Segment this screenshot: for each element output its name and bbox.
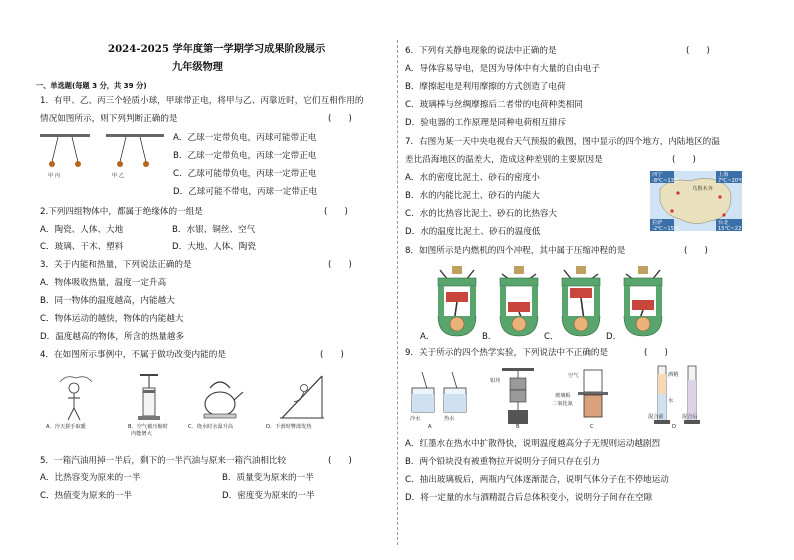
q5-stem: 5．一箱汽油用掉一半后，剩下的一半汽油与原来一箱汽油相比较 (40, 456, 287, 466)
q6-option-b: B．摩擦起电是利用摩擦的方式创造了电荷 (405, 82, 566, 92)
q5-option-d: D．密度变为原来的一半 (222, 491, 315, 501)
q7-option-a: A．水的密度比泥土、砂石的密度小 (405, 173, 540, 183)
q6-option-c: C．玻璃棒与丝绸摩擦后二者带的电荷种类相同 (405, 100, 583, 110)
q7-stem-line1: 7．右图为某一天中央电视台天气预报的截图，图中显示的四个地方，内陆地区的温 (405, 137, 720, 147)
q9-stem: 9．关于所示的四个热学实验，下列说法中不正确的是 (405, 348, 609, 358)
q1-option-b: B．乙球一定带负电，丙球一定带正电 (173, 151, 317, 161)
q6-option-d: D．验电器的工作原理是同种电荷相互排斥 (405, 118, 567, 128)
q9-fig-lead: 铅块 (490, 378, 501, 384)
q4-figure-d-slide (278, 370, 326, 422)
q8-engine-stroke-d (618, 266, 668, 338)
q7-map-shanghai-temp: 7℃~20℃ (718, 178, 744, 184)
q3-answer-paren: ( ) (328, 260, 352, 270)
q8-engine-stroke-c (556, 266, 606, 338)
q3-stem: 3．关于内能和热量，下列说法正确的是 (40, 260, 192, 270)
q5-option-c: C．热值变为原来的一半 (40, 491, 132, 501)
q9-option-d: D．将一定量的水与酒精混合后总体积变小，说明分子间存在空隙 (405, 493, 653, 503)
q4-caption-d: D．下滑时臀部发热 (266, 424, 312, 430)
q2-option-d: D．大地、人体、陶瓷 (172, 242, 256, 252)
q9-figure-b-lead-blocks (498, 368, 538, 428)
column-divider (397, 40, 398, 545)
q7-stem-line2: 差比沿海地区的温差大，造成这种差别的主要原因是 (405, 155, 603, 165)
q7-option-c: C．水的比热容比泥土、砂石的比热容大 (405, 209, 558, 219)
q3-option-b: B．同一物体的温度越高，内能越大 (40, 296, 175, 306)
q8-label-c: C． (544, 332, 559, 342)
q9-fig-label-c: C (590, 424, 594, 430)
q9-fig-label-d: D (672, 424, 676, 430)
section-heading: 一、单选题(每题 3 分，共 39 分) (36, 81, 147, 90)
q6-stem: 6．下列有关静电现象的说法中正确的是 (405, 46, 557, 56)
q9-fig-water: 水 (668, 398, 674, 404)
q9-answer-paren: ( ) (644, 348, 668, 358)
q4-caption-a: A．冷天搓手取暖 (46, 424, 86, 430)
q7-answer-paren: ( ) (672, 155, 696, 165)
q8-stem: 8．如图所示是内燃机的四个冲程，其中属于压缩冲程的是 (405, 246, 626, 256)
q5-answer-paren: ( ) (328, 456, 352, 466)
q4-figure-b-compression (136, 370, 162, 424)
q9-fig-no2: 二氧化氮 (552, 401, 573, 407)
q9-option-a: A．红墨水在热水中扩散得快，说明温度越高分子无规则运动越剧烈 (405, 439, 661, 449)
q6-answer-paren: ( ) (686, 46, 710, 56)
q3-option-d: D．温度越高的物体，所含的热量越多 (40, 332, 185, 342)
q9-fig-after-mixing: 混合后 (682, 414, 698, 420)
q9-fig-glass-plate: 玻璃板 (555, 393, 571, 399)
q1-stem-line2: 情况如图所示，则下列判断正确的是 (40, 114, 178, 124)
q9-fig-label-a: A (428, 424, 432, 430)
q9-fig-cold-water: 冷水 (410, 416, 421, 422)
q8-answer-paren: ( ) (684, 246, 708, 256)
exam-title: 2024-2025 学年度第一学期学习成果阶段展示 (108, 43, 326, 55)
q9-figure-c-gas-bottles (576, 368, 610, 424)
q1-stem-line1: 1．有甲、乙、丙三个轻质小球，甲球带正电，将甲与乙、丙靠近时，它们互相作用的 (40, 96, 364, 106)
q9-fig-alcohol: 酒精 (668, 372, 679, 378)
q2-option-c: C．玻璃、干木、塑料 (40, 242, 124, 252)
q9-fig-air: 空气 (568, 373, 579, 379)
q9-fig-before-mixing: 混合前 (648, 414, 664, 420)
q1-option-d: D．乙球可能不带电，丙球一定带正电 (173, 187, 318, 197)
q4-figure-c-kettle (196, 378, 244, 422)
q1-answer-paren: ( ) (328, 114, 352, 124)
q2-option-a: A．陶瓷、人体、大地 (40, 225, 124, 235)
q8-engine-stroke-b (494, 266, 544, 338)
q8-label-a: A． (420, 332, 435, 342)
q9-fig-hot-water: 热水 (444, 416, 455, 422)
q4-stem: 4．在如图所示事例中，不属于做功改变内能的是 (40, 350, 226, 360)
q5-option-a: A．比热容变为原来的一半 (40, 473, 141, 483)
q9-option-b: B．两个铅块没有被重物拉开说明分子间只存在引力 (405, 457, 600, 467)
q6-option-a: A．导体容易导电，是因为导体中有大量的自由电子 (405, 64, 600, 74)
q1-pendulum-figure (40, 134, 166, 178)
q8-label-d: D． (606, 332, 622, 342)
q2-option-b: B．水银、铜丝、空气 (172, 225, 256, 235)
q4-answer-paren: ( ) (320, 350, 344, 360)
q4-caption-b-line1: B．空气被压缩时 (128, 424, 168, 430)
q1-fig-label-left: 甲 丙 (48, 173, 61, 179)
q1-option-a: A．乙球一定带负电，丙球可能带正电 (173, 133, 317, 143)
q8-engine-stroke-a (432, 266, 482, 338)
q7-map-taipei-temp: 15℃~22℃ (718, 226, 748, 232)
q7-map-urumqi: 乌鲁木齐 (692, 186, 713, 192)
q3-option-c: C．物体运动的越快，物体的内能越大 (40, 314, 184, 324)
q1-fig-label-right: 甲 乙 (112, 173, 125, 179)
q9-option-c: C．抽出玻璃板后，两瓶内气体逐渐混合，说明气体分子在不停地运动 (405, 475, 669, 485)
q4-caption-c: C．烧水时水温升高 (188, 424, 234, 430)
q7-map-xining: 西宁 (652, 172, 663, 178)
q7-map-shanghai: 上海 (718, 172, 729, 178)
q7-map-xining-temp: -8℃~13℃ (652, 178, 680, 184)
q7-map-lhasa: 拉萨 (652, 220, 663, 226)
q8-label-b: B． (482, 332, 497, 342)
q9-figure-a-beakers (408, 370, 472, 416)
q1-option-c: C．乙球可能带负电，丙球一定带正电 (173, 169, 317, 179)
q7-map-taipei: 台北 (718, 220, 729, 226)
q7-map-lhasa-temp: -2℃~15℃ (652, 226, 680, 232)
q9-fig-label-b: B (516, 424, 520, 430)
q2-answer-paren: ( ) (324, 207, 348, 217)
q4-figure-a-hand-rubbing (52, 372, 98, 422)
exam-subtitle: 九年级物理 (172, 61, 223, 73)
q7-option-d: D．水的温度比泥土、砂石的温度低 (405, 227, 541, 237)
q4-caption-b-line2: 内能增大 (131, 431, 152, 437)
q7-option-b: B．水的内能比泥土、砂石的内能大 (405, 191, 540, 201)
q2-stem: 2.下列四组物体中，都属于绝缘体的一组是 (40, 207, 203, 217)
q5-option-b: B．质量变为原来的一半 (222, 473, 314, 483)
q3-option-a: A．物体吸收热量，温度一定升高 (40, 278, 167, 288)
